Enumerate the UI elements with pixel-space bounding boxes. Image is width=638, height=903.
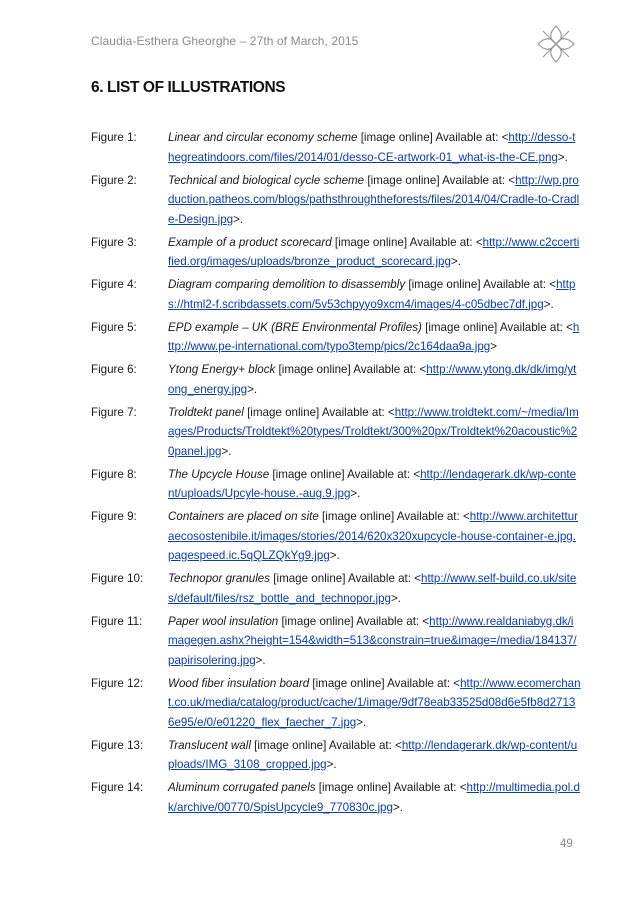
citation-end: >. <box>221 444 232 458</box>
citation-end: >. <box>350 487 361 500</box>
figure-entry <box>91 612 581 671</box>
figure-entry <box>91 128 581 167</box>
figure-entry <box>91 275 581 314</box>
figure-entry <box>91 403 581 462</box>
citation-text: [image online] Available at: < <box>309 676 461 690</box>
figure-citation <box>168 674 581 733</box>
citation-text: [image online] Available at: < <box>357 131 509 144</box>
figure-label: Figure 11: <box>91 614 143 628</box>
figure-label: Figure 3: <box>91 235 137 249</box>
figure-title: Linear and circular economy scheme <box>168 131 358 144</box>
figure-citation <box>168 233 581 272</box>
figure-citation <box>168 128 581 167</box>
figure-entry <box>91 171 581 230</box>
citation-text: [image online] Available at: < <box>275 363 427 376</box>
figure-source-link[interactable]: http://www.ecomerchant.co.uk/media/catalog/product/cache/1/image/9df78eab33525d08d6e5fb8d27136e95/e/0/e01220_flex_faecher_7.jpg <box>168 676 581 729</box>
figure-entry <box>91 674 581 733</box>
figure-source-link[interactable]: http://multimedia.pol.dk/archive/00770/SpisUpcycle9_770830c.jpg <box>168 781 580 814</box>
figure-label: Figure 6: <box>91 363 137 376</box>
figure-entry <box>91 233 581 272</box>
figure-label: Figure 12: <box>91 676 144 690</box>
figure-citation <box>168 318 581 357</box>
figure-source-link[interactable]: http://www.architetturaecosostenibile.it/images/stories/2014/620x320xupcycle-house-container-e.jpg.pagespeed.ic.5qQLZQkYg9.jpg <box>168 510 578 562</box>
figure-title: Wood fiber insulation board <box>168 676 310 690</box>
citation-end: > <box>490 340 498 353</box>
figure-source-link[interactable]: https://html2-f.scribdassets.com/5v53chpyyo9xcm4/images/4-c05dbec7df.jpg <box>168 278 576 311</box>
figure-citation <box>168 465 581 504</box>
citation-text: [image online] Available at: < <box>331 235 483 249</box>
citation-end: >. <box>233 212 244 226</box>
figure-entry <box>91 318 581 357</box>
citation-text: [image online] Available at: < <box>243 405 395 419</box>
figure-title: Technical and biological cycle scheme <box>168 173 365 187</box>
figure-title: Translucent wall <box>168 738 251 752</box>
citation-end: >. <box>255 653 266 667</box>
figure-title: The Upcycle House <box>168 467 270 481</box>
citation-end: >. <box>450 255 461 268</box>
figure-label: Figure 14: <box>91 781 144 794</box>
figure-source-link[interactable]: http://www.c2ccertified.org/images/uploads/bronze_product_scorecard.jpg <box>168 235 580 268</box>
figure-citation <box>168 778 581 817</box>
citation-end: >. <box>392 800 403 814</box>
figure-source-link[interactable]: http://www.realdaniabyg.dk/imagegen.ashx?height=154&width=513&constrain=true&image=/media/184137/papirisolering.jpg <box>168 614 577 667</box>
citation-end: >. <box>326 758 337 771</box>
figure-citation <box>168 569 581 608</box>
figure-citation <box>168 612 581 671</box>
leaf-logo-icon <box>536 24 576 64</box>
figure-title: Containers are placed on site <box>168 510 319 523</box>
figure-source-link[interactable]: http://www.pe-international.com/typo3temp/pics/2c164daa9a.jpg <box>168 320 580 353</box>
figure-entry <box>91 569 581 608</box>
figure-entry <box>91 465 581 504</box>
figure-label: Figure 13: <box>91 738 144 752</box>
figure-label: Figure 9: <box>91 510 137 523</box>
figure-source-link[interactable]: http://desso-thegreatindoors.com/files/2014/01/desso-CE-artwork-01_what-is-the-CE.png <box>168 131 576 164</box>
figure-title: Technopor granules <box>168 572 271 585</box>
citation-end: >. <box>391 591 402 605</box>
figure-source-link[interactable]: http://www.troldtekt.com/~/media/Images/Products/Troldtekt%20types/Troldtekt/300%20px/Troldtekt%20acoustic%20panel.jpg <box>168 405 579 458</box>
figure-label: Figure 10: <box>91 572 144 585</box>
figure-label: Figure 1: <box>91 131 137 144</box>
citation-end: >. <box>543 297 554 311</box>
citation-text: [image online] Available at: < <box>405 278 557 291</box>
figure-list <box>91 128 581 821</box>
figure-citation <box>168 275 581 314</box>
figure-source-link[interactable]: http://lendagerark.dk/wp-content/uploads/Upcyle-house.-aug.9.jpg <box>168 467 577 500</box>
figure-source-link[interactable]: http://www.ytong.dk/dk/img/ytong_energy.jpg <box>168 363 577 396</box>
citation-text: [image online] Available at: < <box>269 467 421 481</box>
figure-entry <box>91 360 581 399</box>
figure-source-link[interactable]: http://www.self-build.co.uk/sites/default/files/rsz_bottle_and_technopor.jpg <box>168 572 577 605</box>
running-header: Claudia-Esthera Gheorghe – 27th of March, 2015 <box>91 34 359 48</box>
figure-label: Figure 2: <box>91 173 137 187</box>
citation-end: >. <box>356 715 367 729</box>
figure-entry <box>91 736 581 775</box>
figure-source-link[interactable]: http://wp.production.patheos.com/blogs/pathsthroughtheforests/files/2014/04/Cradle-to-Cradle-Design.jpg <box>168 173 580 226</box>
figure-entry <box>91 778 581 817</box>
figure-title: Aluminum corrugated panels <box>168 781 316 794</box>
figure-entry <box>91 507 581 566</box>
figure-title: EPD example – UK (BRE Environmental Profiles) <box>168 320 422 334</box>
citation-text: [image online] Available at: < <box>270 572 421 585</box>
figure-title: Paper wool insulation <box>168 614 279 628</box>
figure-citation <box>168 171 581 230</box>
citation-text: [image online] Available at: < <box>364 173 516 187</box>
citation-end: >. <box>557 150 568 164</box>
figure-label: Figure 7: <box>91 405 137 419</box>
figure-label: Figure 5: <box>91 320 137 334</box>
citation-text: [image online] Available at: < <box>318 510 470 523</box>
figure-citation <box>168 736 581 775</box>
citation-text: [image online] Available at: < <box>315 781 467 794</box>
figure-citation <box>168 403 581 462</box>
citation-end: >. <box>247 382 258 396</box>
figure-title: Troldtekt panel <box>168 405 244 419</box>
citation-text: [image online] Available at: < <box>278 614 430 628</box>
citation-text: [image online] Available at: < <box>250 738 402 752</box>
page-number: 49 <box>560 838 573 850</box>
figure-citation <box>168 507 581 566</box>
figure-title: Diagram comparing demolition to disassembly <box>168 278 406 291</box>
citation-end: >. <box>329 549 340 562</box>
figure-label: Figure 8: <box>91 467 137 481</box>
figure-label: Figure 4: <box>91 278 137 291</box>
citation-text: [image online] Available at: < <box>421 320 573 334</box>
figure-title: Ytong Energy+ block <box>168 363 276 376</box>
figure-source-link[interactable]: http://lendagerark.dk/wp-content/uploads/IMG_3108_cropped.jpg <box>168 738 578 771</box>
figure-title: Example of a product scorecard <box>168 235 332 249</box>
figure-citation <box>168 360 581 399</box>
page-title: 6. LIST OF ILLUSTRATIONS <box>91 79 286 96</box>
